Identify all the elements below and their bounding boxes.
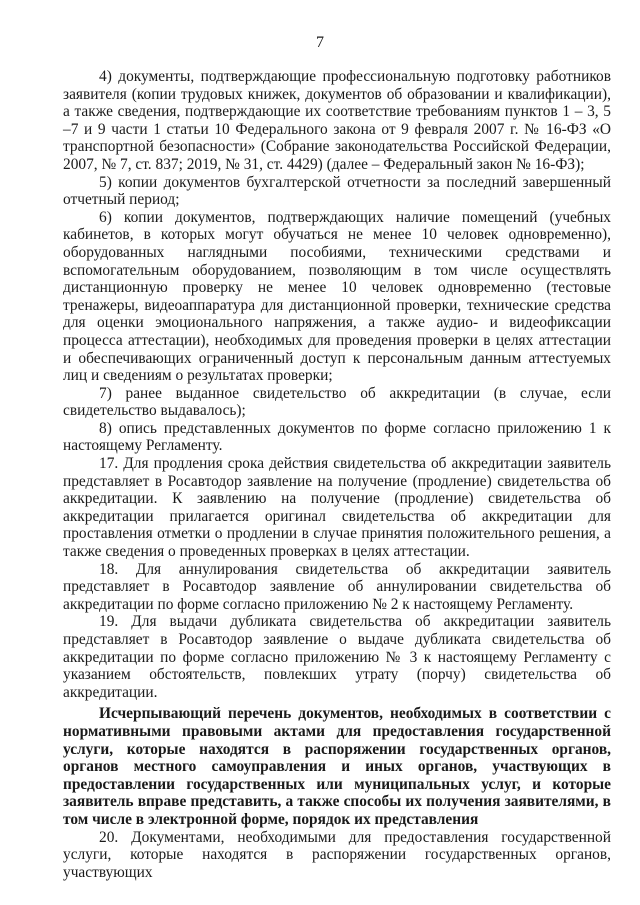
paragraph-item-5: 5) копии документов бухгалтерской отчетности за последний завершенный отчетный период; xyxy=(63,173,611,209)
paragraph-item-8: 8) опись представленных документов по форме согласно приложению 1 к настоящему Регламенту. xyxy=(63,419,611,455)
paragraph-18: 18. Для аннулирования свидетельства об аккредитации заявитель представляет в Росавтодор заявление об аннулировании свидетельства об аккредитации по форме согласно приложению № 2 к настоящему Регламенту. xyxy=(63,560,611,613)
document-body xyxy=(63,68,611,881)
paragraph-17: 17. Для продления срока действия свидетельства об аккредитации заявитель представляет в Росавтодор заявление на получение (продление) свидетельства об аккредитации. К заявлению на получение (продление) свидетельства об аккредитации прилагается оригинал свидетельства об аккредитации для проставления отметки о продлении в случае принятия положительного решения, а также сведения о проведенных проверках в целях аттестации. xyxy=(63,455,611,561)
section-heading: Исчерпывающий перечень документов, необходимых в соответствии с нормативными правовыми актами для предоставления государственной услуги, которые находятся в распоряжении государственных органов, органов местного самоуправления и иных органов, участвующих в предоставлении государственных или муниципальных услуг, и которые заявитель вправе представить, а также способы их получения заявителями, в том числе в электронной форме, порядок их представления xyxy=(63,705,611,828)
paragraph-19: 19. Для выдачи дубликата свидетельства об аккредитации заявитель представляет в Росавтодор заявление о выдаче дубликата свидетельства об аккредитации по форме согласно приложению № 3 к настоящему Регламенту с указанием обстоятельств, повлекших утрату (порчу) свидетельства об аккредитации. xyxy=(63,613,611,701)
paragraph-item-7: 7) ранее выданное свидетельство об аккредитации (в случае, если свидетельство выдавалось); xyxy=(63,384,611,420)
page-number: 7 xyxy=(316,34,324,51)
paragraph-item-4: 4) документы, подтверждающие профессиональную подготовку работников заявителя (копии трудовых книжек, документов об образовании и квалификации), а также сведения, подтверждающие их соответствие требованиям пунктов 1 – 3, 5 –7 и 9 части 1 статьи 10 Федерального закона от 9 февраля 2007 г. № 16-ФЗ «О транспортной безопасности» (Собрание законодательства Российской Федерации, 2007, № 7, ст. 837; 2019, № 31, ст. 4429) (далее – Федеральный закон № 16-ФЗ); xyxy=(63,68,611,173)
paragraph-item-6: 6) копии документов, подтверждающих наличие помещений (учебных кабинетов, в которых могут обучаться не менее 10 человек одновременно), оборудованных наглядными пособиями, техническими средствами и вспомогательным оборудованием, позволяющим в том числе осуществлять дистанционную проверку не менее 10 человек одновременно (тестовые тренажеры, видеоаппаратура для дистанционной проверки, технические средства для оценки эмоционального напряжения, а также аудио- и видеофиксации процесса аттестации), необходимых для проведения проверки в целях аттестации и обеспечивающих ограниченный доступ к персональным данным аттестуемых лиц и сведениям о результатах проверки; xyxy=(63,208,611,385)
paragraph-20: 20. Документами, необходимыми для предоставления государственной услуги, которые находятся в распоряжении государственных органов, участвующих xyxy=(63,828,611,881)
